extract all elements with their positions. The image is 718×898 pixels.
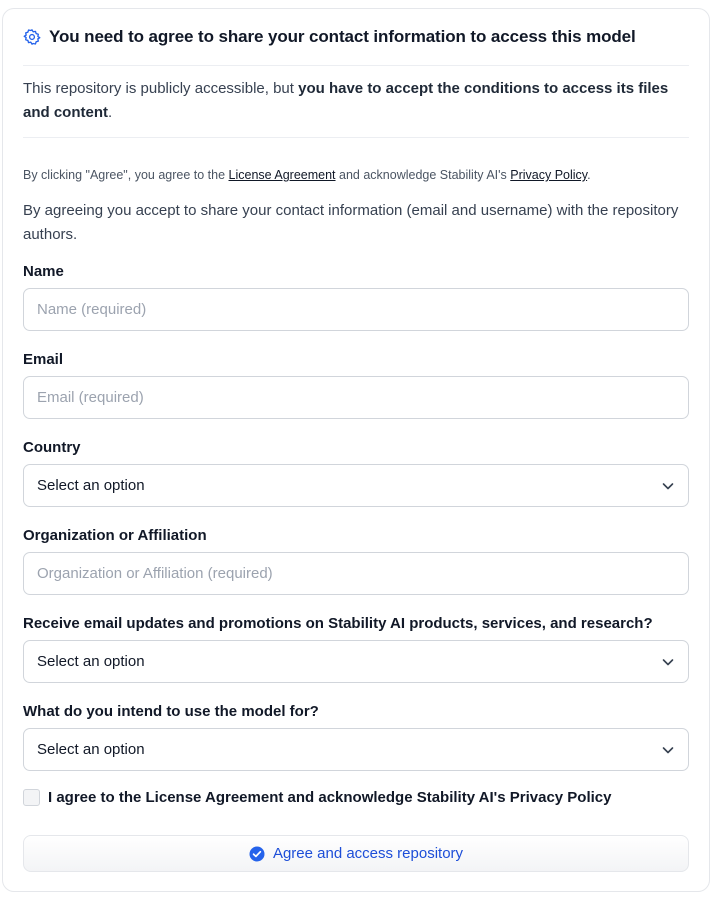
- license-part2: and acknowledge Stability AI's: [335, 168, 511, 182]
- organization-input[interactable]: [23, 552, 689, 595]
- license-agreement-link[interactable]: License Agreement: [228, 168, 336, 182]
- card-header: [23, 9, 689, 66]
- notice-prefix: This repository is publicly accessible, but: [23, 80, 299, 97]
- notice-bold: you have to accept the conditions to access its files and content: [23, 80, 669, 121]
- chevron-down-icon: [661, 655, 675, 669]
- privacy-policy-link[interactable]: Privacy Policy: [510, 168, 588, 182]
- agreement-checkbox[interactable]: [23, 789, 40, 806]
- license-line: [23, 166, 689, 184]
- check-circle-icon: [249, 846, 265, 862]
- gear-icon: [23, 28, 41, 46]
- agree-access-label: Agree and access repository: [272, 845, 464, 862]
- gated-access-card: [2, 8, 710, 892]
- page-title: You need to agree to share your contact information to access this model: [49, 27, 636, 46]
- intended-use-select[interactable]: [23, 728, 689, 771]
- agree-access-button[interactable]: [23, 835, 689, 872]
- country-label: Country: [23, 439, 81, 456]
- intended-use-selected: Select an option: [37, 741, 145, 758]
- organization-label: Organization or Affiliation: [23, 527, 207, 544]
- country-select[interactable]: [23, 464, 689, 507]
- license-part1: By clicking "Agree", you agree to the: [23, 168, 229, 182]
- access-notice: [23, 66, 689, 138]
- agreement-label: I agree to the License Agreement and acknowledge Stability AI's Privacy Policy: [48, 789, 612, 806]
- email-input[interactable]: [23, 376, 689, 419]
- updates-select[interactable]: [23, 640, 689, 683]
- intended-use-label: What do you intend to use the model for?: [23, 703, 319, 720]
- country-selected: Select an option: [37, 477, 145, 494]
- chevron-down-icon: [661, 743, 675, 757]
- updates-selected: Select an option: [37, 653, 145, 670]
- email-label: Email: [23, 351, 64, 368]
- updates-label: Receive email updates and promotions on Stability AI products, services, and research?: [23, 615, 653, 632]
- agreement-row: [23, 789, 611, 806]
- share-text: By agreeing you accept to share your contact information (email and username) with the repository authors.: [23, 202, 679, 243]
- name-label: Name: [23, 263, 64, 280]
- license-part3: .: [587, 168, 591, 182]
- chevron-down-icon: [661, 479, 675, 493]
- name-input[interactable]: [23, 288, 689, 331]
- notice-suffix: .: [108, 104, 113, 121]
